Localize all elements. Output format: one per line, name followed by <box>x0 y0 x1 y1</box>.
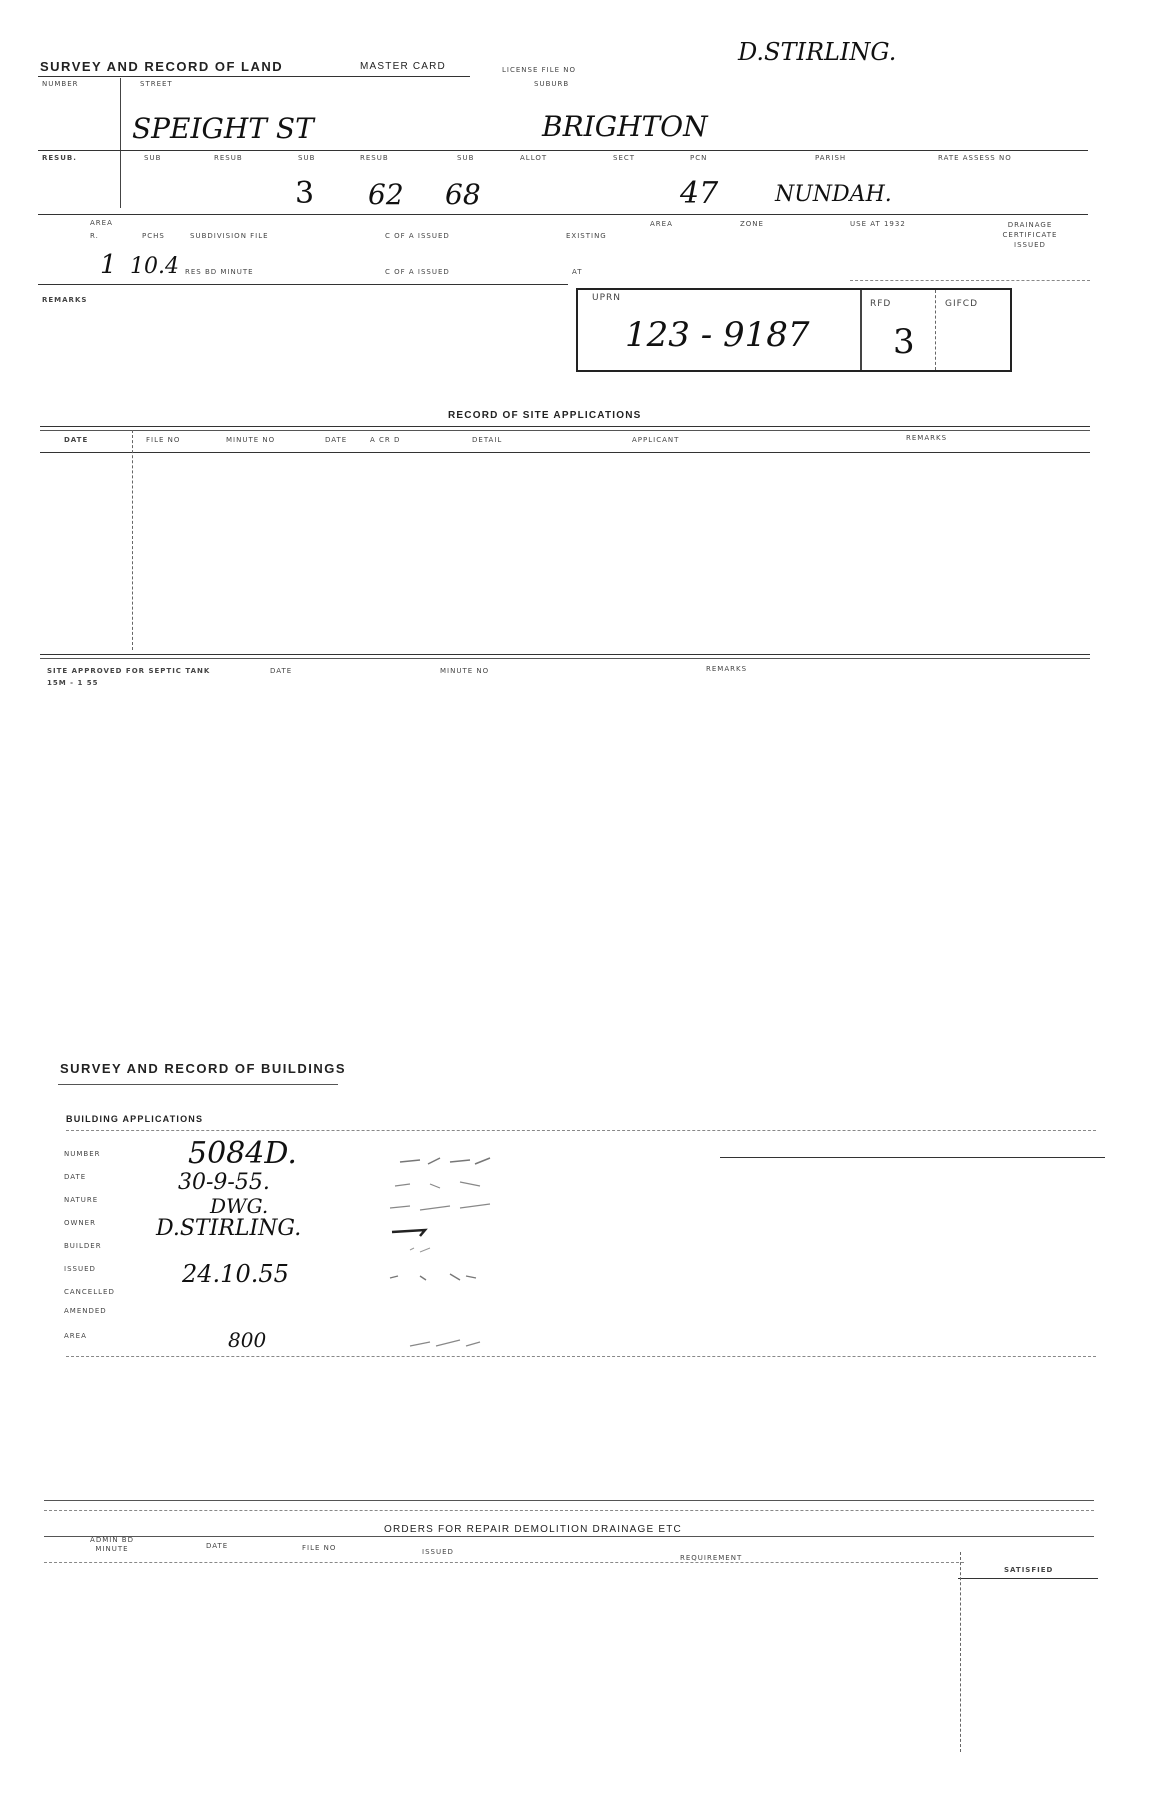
septic-approved-label: SITE APPROVED FOR SEPTIC TANK <box>47 667 211 675</box>
area-row-rule <box>66 1356 1096 1357</box>
resub-value-c: 68 <box>445 178 481 211</box>
row-label-amended: AMENDED <box>64 1307 107 1315</box>
orders-col-file: FILE NO <box>302 1544 337 1552</box>
site-date-divider <box>132 430 133 650</box>
site-applications-title: RECORD OF SITE APPLICATIONS <box>448 410 642 421</box>
site-top-rule-2 <box>40 430 1090 431</box>
resub-label: RESUB. <box>42 154 77 162</box>
street-label: STREET <box>140 80 173 88</box>
r-label: R. <box>90 232 99 240</box>
allot-label: ALLOT <box>520 154 548 162</box>
license-file-label: LICENSE FILE NO <box>502 66 576 74</box>
row-label-area: AREA <box>64 1332 87 1340</box>
site-col-applicant: APPLICANT <box>632 436 680 444</box>
site-col-date: DATE <box>64 436 89 444</box>
pcn-label: PCN <box>690 154 708 162</box>
faint-second-column-marks <box>380 1150 520 1360</box>
site-col-remarks: REMARKS <box>906 434 948 442</box>
orders-top-rule-2 <box>44 1510 1094 1511</box>
site-bottom-rule <box>40 654 1090 655</box>
gifcd-label: GIFCD <box>945 299 979 309</box>
res-bd-minute-label: RES BD MINUTE <box>185 268 254 276</box>
area-label: AREA <box>90 219 113 227</box>
zone-label: ZONE <box>740 220 764 228</box>
rate-assess-label: RATE ASSESS NO <box>938 154 1012 162</box>
site-col-date-2: DATE <box>325 436 348 444</box>
parish-value: NUNDAH. <box>775 182 892 207</box>
parish-label: PARISH <box>815 154 847 162</box>
orders-col-requirement: REQUIREMENT <box>680 1554 743 1562</box>
uprn-value: 123 - 9187 <box>625 315 810 355</box>
resub-label-3: RESUB <box>360 154 389 162</box>
pchs-value: 10.4 <box>130 254 179 279</box>
remarks-label: REMARKS <box>42 296 88 304</box>
building-applications-label: BUILDING APPLICATIONS <box>66 1114 204 1124</box>
row-label-cancelled: CANCELLED <box>64 1288 115 1296</box>
orders-col-satisfied: SATISFIED <box>1004 1566 1054 1574</box>
building-date-value: 30-9-55. <box>178 1170 270 1195</box>
land-top-rule <box>38 76 470 77</box>
resub-value-a: 3 <box>295 176 315 211</box>
building-number-value: 5084D. <box>188 1136 297 1171</box>
orders-col-issued: ISSUED <box>422 1548 454 1556</box>
site-header-rule <box>40 452 1090 453</box>
septic-remarks-label: REMARKS <box>706 665 748 673</box>
row-label-owner: OWNER <box>64 1219 96 1227</box>
lot-row-rule <box>38 150 1088 151</box>
site-col-detail: DETAIL <box>472 436 503 444</box>
area-label-2: AREA <box>650 220 673 228</box>
site-bottom-rule-2 <box>40 658 1090 659</box>
rfd-divider <box>935 290 936 370</box>
existing-label: EXISTING <box>566 232 607 240</box>
owner-signature: D.STIRLING. <box>738 38 897 66</box>
land-record-title: SURVEY AND RECORD OF LAND <box>40 59 284 74</box>
sub-label-3: SUB <box>457 154 475 162</box>
orders-col-date: DATE <box>206 1542 229 1550</box>
building-apps-rule-right <box>720 1157 1105 1158</box>
remarks-rule-right <box>850 280 1090 281</box>
row-label-nature: NATURE <box>64 1196 99 1204</box>
rfd-label: RFD <box>870 299 892 309</box>
orders-title: ORDERS FOR REPAIR DEMOLITION DRAINAGE ETC <box>384 1524 682 1535</box>
rfd-value: 3 <box>893 322 915 362</box>
suburb-label: SUBURB <box>534 80 570 88</box>
sub-label-2: SUB <box>298 154 316 162</box>
street-value: SPEIGHT ST <box>132 112 314 145</box>
subdivision-file-label: SUBDIVISION FILE <box>190 232 269 240</box>
pcn-value: 47 <box>680 176 719 211</box>
form-code: 15M - 1 55 <box>47 679 99 687</box>
uprn-divider <box>860 290 862 370</box>
orders-col-admin: ADMIN BD MINUTE <box>90 1536 134 1553</box>
orders-header-rule-right <box>958 1578 1098 1579</box>
orders-title-rule <box>44 1536 1094 1537</box>
row-label-builder: BUILDER <box>64 1242 102 1250</box>
master-card-label: MASTER CARD <box>360 61 446 72</box>
buildings-title: SURVEY AND RECORD OF BUILDINGS <box>60 1061 347 1076</box>
building-nature-value: DWG. <box>210 1194 269 1218</box>
septic-date-label: DATE <box>270 667 293 675</box>
number-divider <box>120 78 121 208</box>
at-label: AT <box>572 268 583 276</box>
pchs-label: PCHS <box>142 232 165 240</box>
c-of-a-issued-label: C OF A ISSUED <box>385 232 450 240</box>
building-owner-value: D.STIRLING. <box>156 1216 302 1241</box>
sub-label: SUB <box>144 154 162 162</box>
building-apps-rule <box>66 1130 1096 1131</box>
building-issued-value: 24.10.55 <box>182 1260 289 1288</box>
site-col-file-no: FILE NO <box>146 436 181 444</box>
sect-label: SECT <box>613 154 636 162</box>
area-r-value: 1 <box>100 250 117 280</box>
suburb-value: BRIGHTON <box>542 110 708 143</box>
buildings-title-rule <box>58 1084 338 1085</box>
orders-top-rule <box>44 1500 1094 1501</box>
septic-minute-label: MINUTE NO <box>440 667 490 675</box>
resub-value-b: 62 <box>368 178 404 211</box>
site-col-acrd: A CR D <box>370 436 401 444</box>
drainage-certificate-label: DRAINAGE CERTIFICATE ISSUED <box>1002 221 1058 249</box>
orders-satisfied-divider <box>960 1552 961 1752</box>
resub-label-2: RESUB <box>214 154 243 162</box>
uprn-label: UPRN <box>592 293 622 303</box>
c-of-a-issued-label-2: C OF A ISSUED <box>385 268 450 276</box>
use-at-label: USE AT 1932 <box>850 220 906 228</box>
site-col-minute-no: MINUTE NO <box>226 436 276 444</box>
number-label: NUMBER <box>42 80 79 88</box>
row-label-issued: ISSUED <box>64 1265 96 1273</box>
remarks-rule <box>38 284 568 285</box>
site-top-rule <box>40 426 1090 427</box>
building-area-value: 800 <box>228 1328 267 1352</box>
area-row-rule <box>38 214 1088 215</box>
row-label-number: NUMBER <box>64 1150 101 1158</box>
row-label-date: DATE <box>64 1173 87 1181</box>
orders-header-rule <box>44 1562 964 1563</box>
